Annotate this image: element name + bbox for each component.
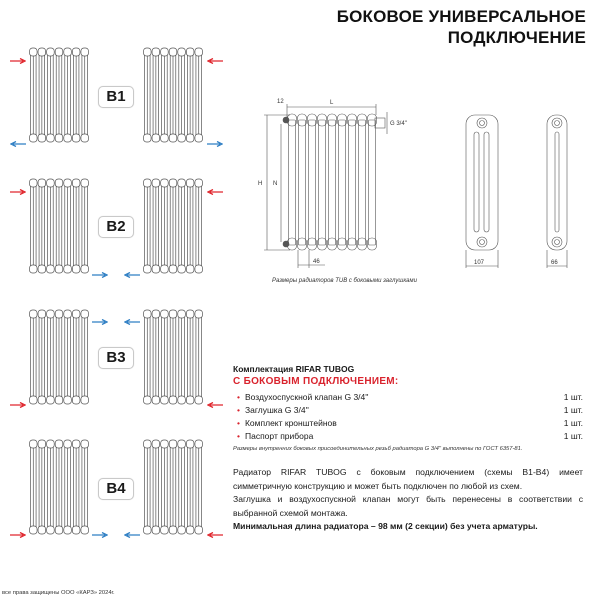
dim-107: 107: [474, 260, 485, 266]
kit-item-name: Комплект кронштейнов: [244, 417, 337, 428]
drawing-caption: Размеры радиаторов TUB с боковыми заглушками: [272, 278, 417, 284]
kit-item-name: Заглушка G 3/4'': [244, 404, 309, 415]
supply-arrow-icon: [10, 51, 26, 57]
dim-thread: G 3/4'': [390, 121, 407, 127]
description-p3: Минимальная длина радиатора – 98 мм (2 секции) без учета арматуры.: [233, 521, 538, 531]
title-line-2: ПОДКЛЮЧЕНИЕ: [447, 28, 586, 47]
kit-item-qty: 1 шт.: [563, 404, 583, 415]
kit-note: Размеры внутренних боковых присоединительных резьб радиатора G 3/4'' выполнены по ГОСТ 6357-81.: [233, 446, 523, 452]
bullet-icon: •: [237, 430, 240, 441]
kit-section: [233, 364, 583, 452]
supply-arrow-icon: [10, 182, 26, 188]
kit-item: [233, 390, 583, 403]
kit-item-name-wrap: [237, 392, 369, 402]
bullet-icon: •: [237, 391, 240, 402]
return-arrow-icon: [92, 525, 108, 531]
title-line-1: БОКОВОЕ УНИВЕРСАЛЬНОЕ: [336, 7, 586, 26]
kit-item-name-wrap: [237, 405, 309, 415]
radiator-icon: [141, 309, 205, 405]
return-arrow-icon: [10, 134, 26, 140]
supply-arrow-icon: [207, 395, 223, 401]
radiator-icon: [27, 47, 91, 143]
radiator-front-view: [283, 114, 377, 250]
supply-arrow-icon: [10, 525, 26, 531]
return-arrow-icon: [92, 312, 108, 318]
supply-arrow-icon: [207, 525, 223, 531]
kit-item-qty: 1 шт.: [563, 417, 583, 428]
return-arrow-icon: [124, 265, 140, 271]
scheme-label: B1: [98, 86, 134, 108]
page-title: [337, 6, 586, 48]
supply-arrow-icon: [207, 51, 223, 57]
radiator-icon: [27, 178, 91, 274]
supply-arrow-icon: [207, 182, 223, 188]
kit-item-name-wrap: [237, 418, 337, 428]
kit-item: [233, 416, 583, 429]
return-arrow-icon: [124, 525, 140, 531]
dimension-drawing: [250, 90, 600, 280]
radiator-icon: [141, 178, 205, 274]
scheme-label: B3: [98, 347, 134, 369]
kit-item-qty: 1 шт.: [563, 430, 583, 441]
kit-subtitle: С БОКОВЫМ ПОДКЛЮЧЕНИЕМ:: [233, 376, 399, 387]
return-arrow-icon: [207, 134, 223, 140]
kit-item-name: Паспорт прибора: [244, 430, 314, 441]
kit-item-name-wrap: [237, 431, 313, 441]
radiator-icon: [141, 439, 205, 535]
copyright-footer: все права защищены ООО «КАРЗ» 2024г.: [2, 590, 115, 596]
return-arrow-icon: [124, 312, 140, 318]
supply-arrow-icon: [10, 395, 26, 401]
bullet-icon: •: [237, 404, 240, 415]
kit-item-qty: 1 шт.: [563, 391, 583, 402]
dim-66: 66: [551, 260, 558, 266]
radiator-icon: [141, 47, 205, 143]
bullet-icon: •: [237, 417, 240, 428]
dim-46: 46: [313, 259, 320, 265]
dim-N: N: [273, 181, 278, 187]
radiator-icon: [27, 439, 91, 535]
description-p2: Заглушка и воздухоспускной клапан могут быть перенесены в соответствии с выбранной схемой монтажа.: [233, 494, 583, 518]
dim-H: H: [258, 181, 263, 187]
kit-item-name: Воздухоспускной клапан G 3/4'': [244, 391, 369, 402]
radiator-side-view: [466, 115, 498, 250]
scheme-label: B4: [98, 478, 134, 500]
radiator-icon: [27, 309, 91, 405]
kit-item: [233, 403, 583, 416]
dim-12: 12: [277, 99, 284, 105]
return-arrow-icon: [92, 265, 108, 271]
description: [233, 466, 583, 534]
description-p1: Радиатор RIFAR TUBOG с боковым подключением (схемы B1-B4) имеет симметричную конструкцию и может быть подключен по любой из схем.: [233, 467, 583, 491]
kit-title: Комплектация RIFAR TUBOG: [233, 364, 355, 374]
radiator-side-view-narrow: [547, 115, 567, 250]
dim-L: L: [330, 100, 334, 106]
scheme-label: B2: [98, 216, 134, 238]
kit-item: [233, 429, 583, 442]
